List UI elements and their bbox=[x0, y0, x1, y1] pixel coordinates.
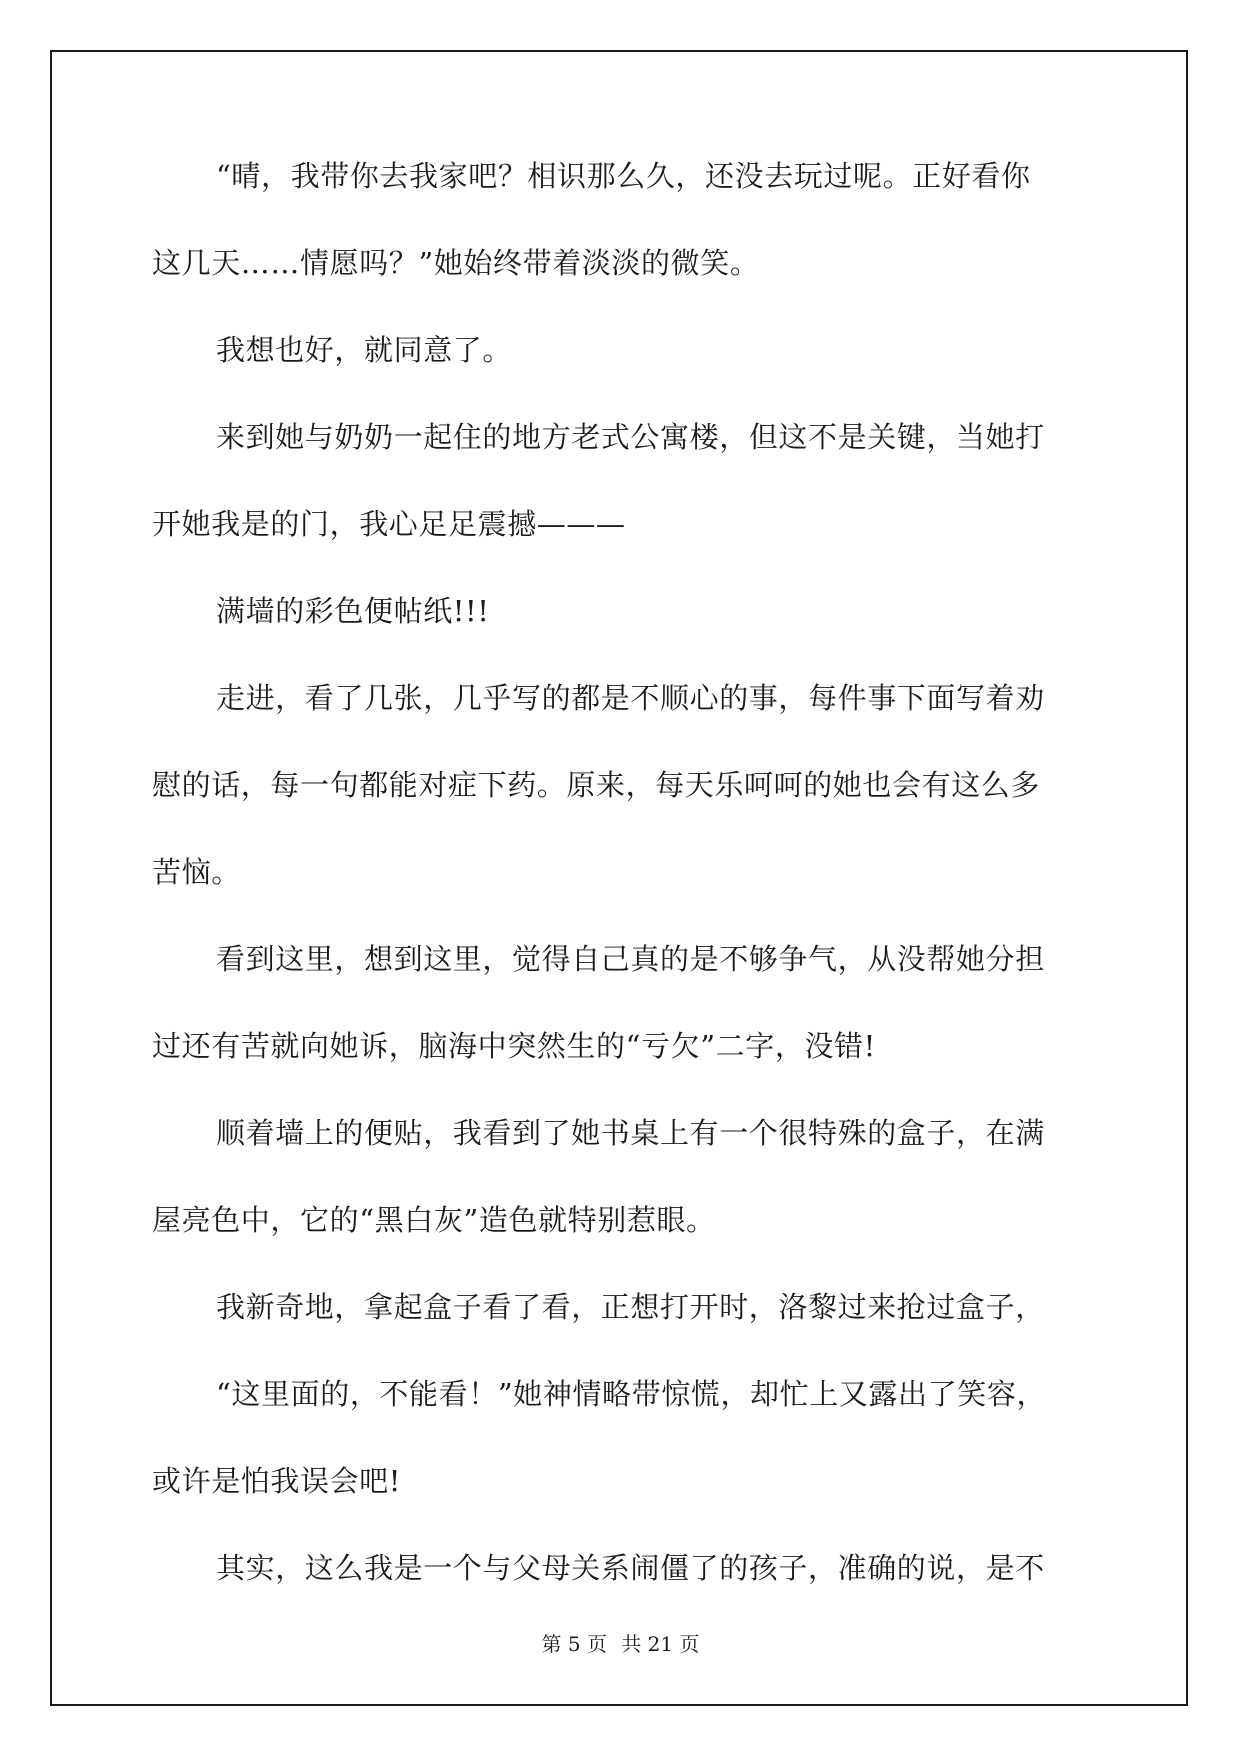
text-line: 看到这里，想到这里，觉得自己真的是不够争气，从没帮她分担 bbox=[216, 942, 1045, 976]
text-line: “晴，我带你去我家吧？相识那么久，还没去玩过呢。正好看你 bbox=[216, 159, 1031, 193]
text-line: 其实，这么我是一个与父母关系闹僵了的孩子，准确的说，是不 bbox=[216, 1551, 1045, 1585]
text-line: 苦恼。 bbox=[152, 855, 241, 889]
text-line: 我新奇地，拿起盒子看了看，正想打开时，洛黎过来抢过盒子， bbox=[216, 1290, 1045, 1324]
document-body bbox=[152, 160, 1092, 1639]
text-line: “这里面的，不能看！”她神情略带惊慌，却忙上又露出了笑容， bbox=[216, 1377, 1047, 1411]
text-line: 慰的话，每一句都能对症下药。原来，每天乐呵呵的她也会有这么多 bbox=[152, 768, 1041, 802]
text-line: 满墙的彩色便帖纸!!! bbox=[216, 594, 490, 628]
text-line: 顺着墙上的便贴，我看到了她书桌上有一个很特殊的盒子，在满 bbox=[216, 1116, 1045, 1150]
page-total: 共 21 页 bbox=[621, 1632, 700, 1656]
text-line: 这几天……情愿吗？”她始终带着淡淡的微笑。 bbox=[152, 246, 760, 280]
text-line: 过还有苦就向她诉，脑海中突然生的“亏欠”二字，没错! bbox=[152, 1029, 876, 1063]
text-line: 屋亮色中，它的“黑白灰”造色就特别惹眼。 bbox=[152, 1203, 716, 1237]
text-line: 我想也好，就同意了。 bbox=[216, 333, 513, 367]
page-number: 第 5 页 bbox=[541, 1632, 607, 1656]
text-line: 开她我是的门，我心足足震撼——— bbox=[152, 507, 626, 541]
text-line: 或许是怕我误会吧! bbox=[152, 1464, 402, 1498]
page-footer bbox=[0, 1628, 1241, 1657]
text-line: 来到她与奶奶一起住的地方老式公寓楼，但这不是关键，当她打 bbox=[216, 420, 1045, 454]
text-line: 走进，看了几张，几乎写的都是不顺心的事，每件事下面写着劝 bbox=[216, 681, 1045, 715]
